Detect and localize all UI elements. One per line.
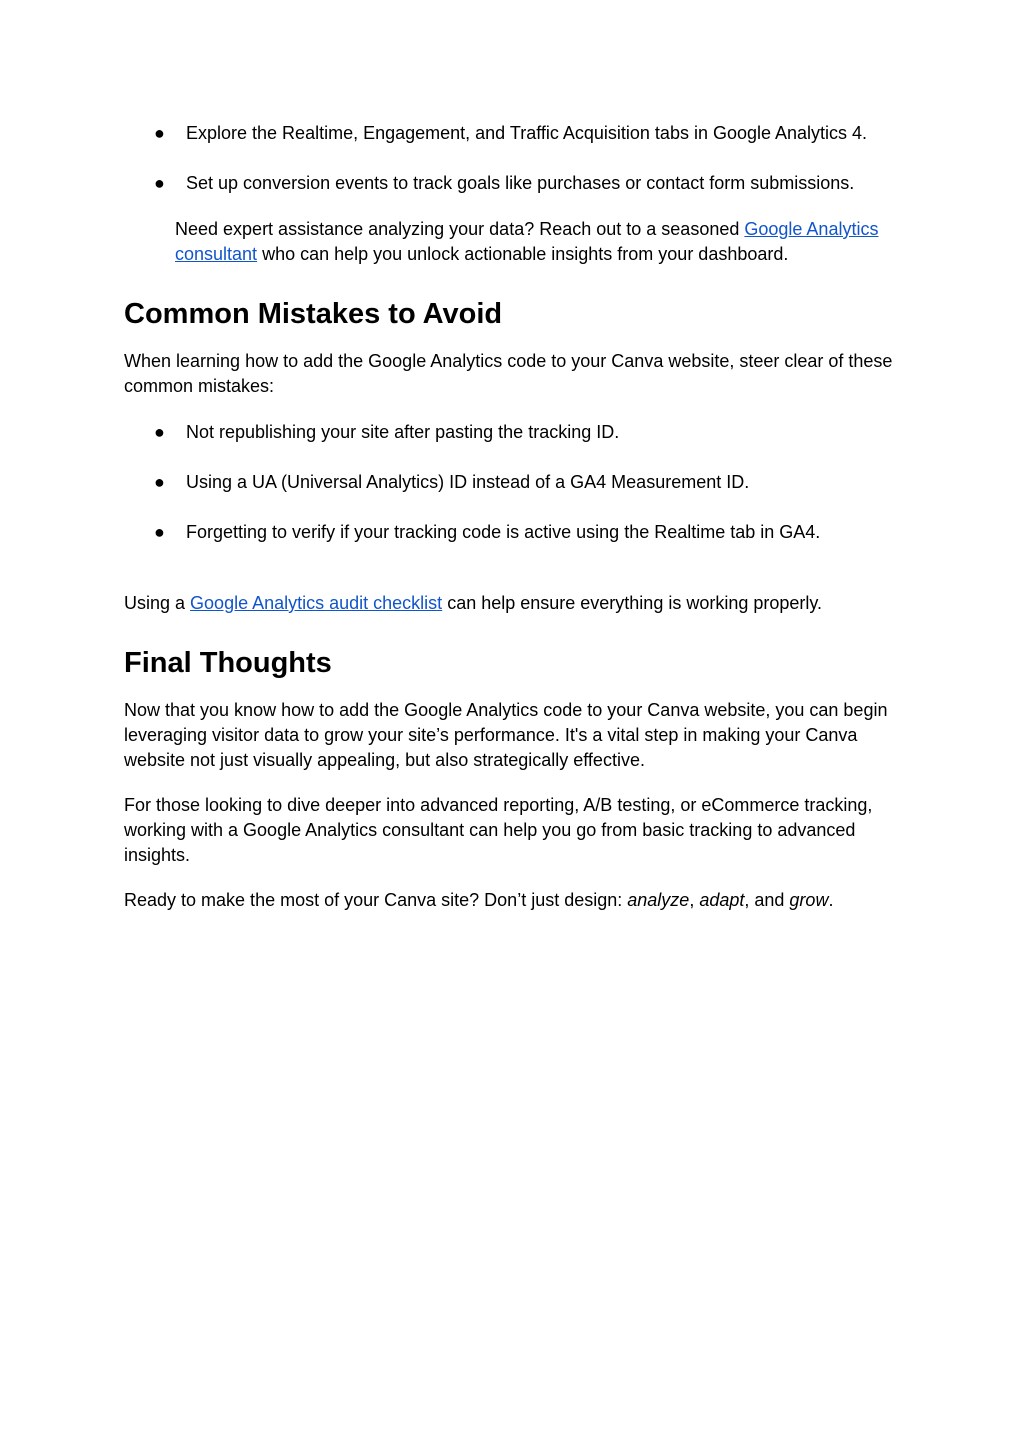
bullet-icon: ●	[154, 472, 165, 492]
bullet-icon: ●	[154, 173, 165, 193]
list-item-text: Set up conversion events to track goals like purchases or contact form submissions.	[186, 173, 855, 193]
final-paragraph-2: For those looking to dive deeper into advanced reporting, A/B testing, or eCommerce tracking, working with a Google Analytics consultant can help you go from basic tracking to advanced insights.	[124, 795, 873, 865]
bullet-icon: ●	[154, 422, 165, 442]
emphasis-adapt: adapt	[699, 890, 745, 910]
consultant-link[interactable]: Google Analytics consultant	[175, 219, 879, 264]
emphasis-grow: grow	[789, 890, 829, 910]
audit-checklist-link[interactable]: Google Analytics audit checklist	[190, 593, 443, 613]
final-paragraph-3	[124, 888, 894, 913]
paragraph-text: Using a	[124, 593, 191, 613]
mistakes-intro: When learning how to add the Google Analytics code to your Canva website, steer clear of these common mistakes:	[124, 351, 893, 396]
paragraph-text: Ready to make the most of your Canva site? Don’t just design:	[124, 890, 628, 910]
paragraph-text: who can help you unlock actionable insights from your dashboard.	[257, 244, 789, 264]
list-item	[124, 171, 894, 196]
list-item-text: Using a UA (Universal Analytics) ID instead of a GA4 Measurement ID.	[186, 472, 750, 492]
list-item-text: Not republishing your site after pasting the tracking ID.	[186, 422, 620, 442]
list-item-text: Explore the Realtime, Engagement, and Traffic Acquisition tabs in Google Analytics 4.	[186, 123, 868, 143]
paragraph-text: Need expert assistance analyzing your data? Reach out to a seasoned	[175, 219, 745, 239]
list-item	[124, 470, 894, 495]
list-item	[124, 420, 894, 445]
document-content	[124, 121, 894, 913]
paragraph-text: , and	[744, 890, 790, 910]
emphasis-analyze: analyze	[627, 890, 690, 910]
list-item-text: Forgetting to verify if your tracking code is active using the Realtime tab in GA4.	[186, 522, 821, 542]
audit-paragraph	[124, 591, 894, 616]
bullet-icon: ●	[154, 123, 165, 143]
section-heading-final: Final Thoughts	[124, 647, 332, 679]
bullet-list-analytics-tabs	[124, 121, 894, 196]
paragraph-text: .	[828, 890, 834, 910]
consultant-paragraph	[124, 217, 894, 267]
bullet-list-mistakes	[124, 420, 894, 545]
final-paragraph-1: Now that you know how to add the Google Analytics code to your Canva website, you can begin leveraging visitor data to grow your site’s performance. It's a vital step in making your Canva website not just visually appealing, but also strategically effective.	[124, 700, 888, 770]
list-item	[124, 520, 894, 545]
bullet-icon: ●	[154, 522, 165, 542]
section-heading-mistakes: Common Mistakes to Avoid	[124, 298, 503, 330]
paragraph-text: ,	[689, 890, 700, 910]
list-item	[124, 121, 894, 146]
paragraph-text: can help ensure everything is working properly.	[442, 593, 823, 613]
